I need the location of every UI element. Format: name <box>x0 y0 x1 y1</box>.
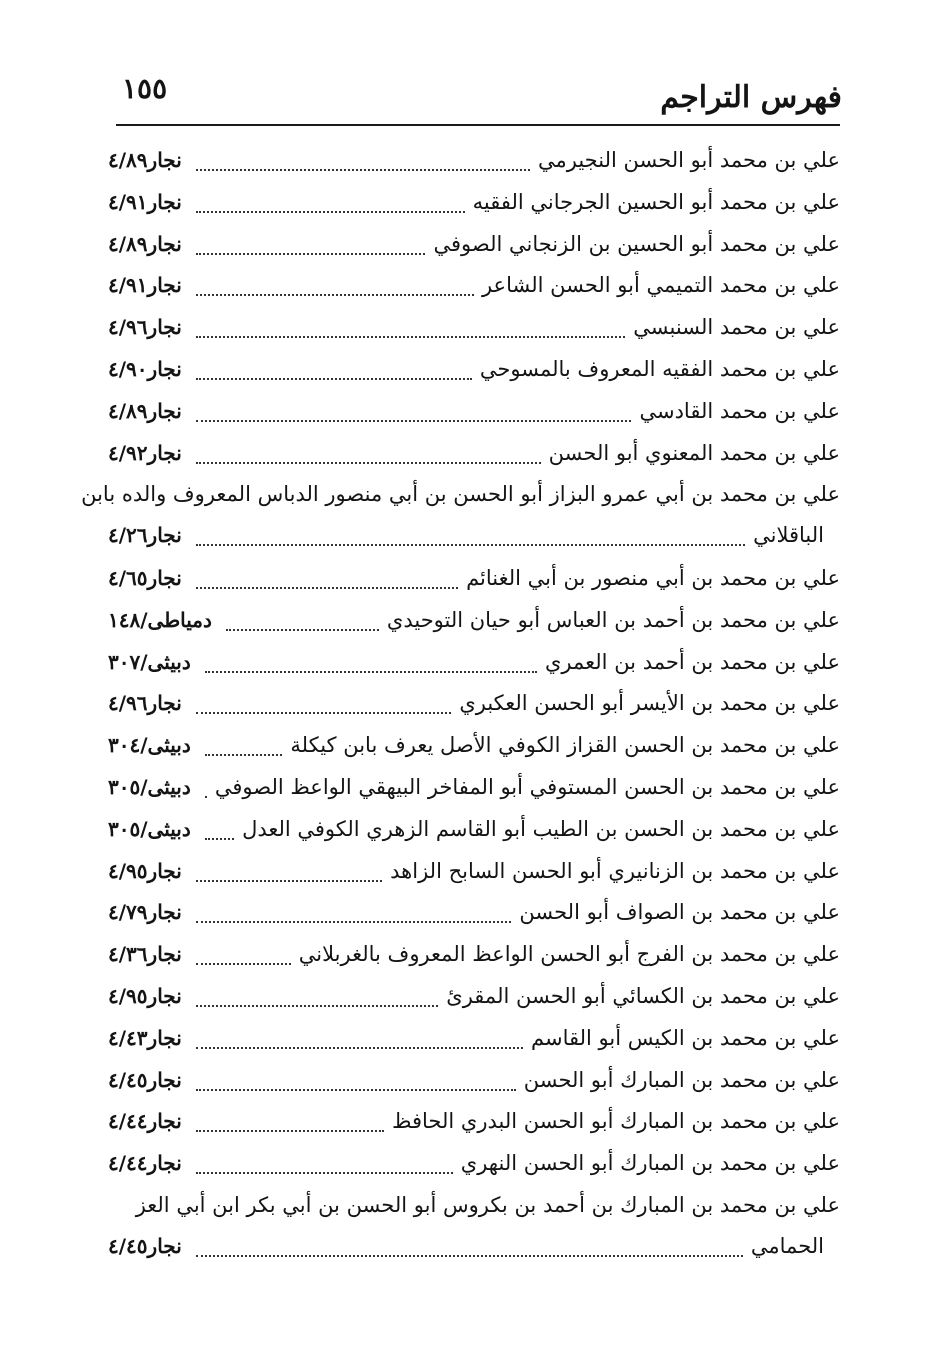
index-entry <box>108 267 840 309</box>
dot-leader <box>196 420 632 422</box>
dot-leader <box>196 587 458 589</box>
dot-leader <box>205 754 283 756</box>
entry-reference: نجار٤/٤٤ <box>108 1109 182 1134</box>
dot-leader <box>196 1172 453 1174</box>
entry-reference: نجار٤/٩٠ <box>108 356 182 381</box>
entry-name: علي بن محمد بن المبارك بن أحمد بن بكروس أبو الحسن بن أبي بكر ابن أبي العز <box>135 1192 840 1217</box>
entry-name: علي بن محمد بن الحسن بن الطيب أبو القاسم الزهري الكوفي العدل <box>242 816 840 841</box>
index-entry <box>108 602 840 644</box>
dot-leader <box>196 1005 439 1007</box>
entry-reference: نجار٤/٨٩ <box>108 398 182 423</box>
entry-name: علي بن محمد أبو الحسين بن الزنجاني الصوفي <box>433 231 840 256</box>
dot-leader <box>196 378 472 380</box>
dot-leader <box>196 294 474 296</box>
index-entry <box>108 226 840 268</box>
index-entry <box>108 1020 840 1062</box>
index-entry <box>108 769 840 811</box>
entry-reference: نجار٤/٩٦ <box>108 315 182 340</box>
dot-leader <box>196 211 465 213</box>
dot-leader <box>196 462 541 464</box>
dot-leader <box>196 880 382 882</box>
entry-name: علي بن محمد الفقيه المعروف بالمسوحي <box>479 356 840 381</box>
entry-reference: نجار٤/٤٤ <box>108 1151 182 1176</box>
index-entry <box>108 184 840 226</box>
dot-leader <box>226 629 379 631</box>
index-entry <box>108 853 840 895</box>
entry-name: علي بن محمد أبو الحسن النجيرمي <box>538 148 840 172</box>
entry-name: علي بن محمد بن المبارك أبو الحسن <box>523 1067 840 1092</box>
entry-reference: نجار٤/٩١ <box>108 189 182 214</box>
entry-reference: نجار٤/٢٦ <box>108 523 182 548</box>
dot-leader <box>196 921 512 923</box>
page-title: فهرس التراجم <box>660 80 842 115</box>
entry-name-continuation: الباقلاني <box>753 523 824 548</box>
entry-name-continuation: الحمامي <box>750 1233 824 1258</box>
index-entry <box>108 685 840 727</box>
index-entry <box>108 978 840 1020</box>
dot-leader <box>196 712 452 714</box>
entry-reference: نجار٤/٨٩ <box>108 231 182 256</box>
dot-leader <box>196 1130 384 1132</box>
entry-name: علي بن محمد أبو الحسين الجرجاني الفقيه <box>472 189 840 214</box>
entry-reference: نجار٤/٩٥ <box>108 983 182 1008</box>
entry-name: علي بن محمد بن المبارك أبو الحسن البدري الحافظ <box>392 1109 840 1134</box>
dot-leader <box>196 544 745 546</box>
entry-name: علي بن محمد بن الأيسر أبو الحسن العكبري <box>459 691 840 716</box>
index-entry <box>108 894 840 936</box>
dot-leader <box>196 1089 516 1091</box>
entry-reference: نجار٤/٨٩ <box>108 148 182 172</box>
entry-reference: نجار٤/٩٦ <box>108 691 182 716</box>
entry-reference: نجار٤/٦٥ <box>108 565 182 590</box>
header-rule <box>116 124 840 126</box>
entry-reference: نجار٤/٩٢ <box>108 440 182 465</box>
page-number: ١٥٥ <box>122 72 168 105</box>
entry-name: علي بن محمد التميمي أبو الحسن الشاعر <box>481 273 840 298</box>
dot-leader <box>196 1047 523 1049</box>
entry-reference: نجار٤/٧٩ <box>108 900 182 925</box>
entry-name: علي بن محمد بن أحمد بن العباس أبو حيان التوحيدي <box>386 607 840 632</box>
entry-name: علي بن محمد بن أحمد بن العمري <box>544 649 840 674</box>
entry-reference: نجار٤/٤٣ <box>108 1025 182 1050</box>
entry-name: علي بن محمد بن الفرج أبو الحسن الواعظ المعروف بالغربلاني <box>298 942 840 967</box>
entry-name: علي بن محمد بن أبي منصور بن أبي الغنائم <box>466 565 840 590</box>
dot-leader <box>196 336 626 338</box>
index-entry <box>108 309 840 351</box>
dot-leader <box>205 796 207 798</box>
entry-name: علي بن محمد القادسي <box>639 398 840 423</box>
entry-reference: نجار٤/٤٥ <box>108 1067 182 1092</box>
index-entry <box>108 560 840 602</box>
dot-leader <box>196 169 530 171</box>
entry-name: علي بن محمد بن الصواف أبو الحسن <box>519 900 840 925</box>
entry-name: علي بن محمد بن أبي عمرو البزاز أبو الحسن بن أبي منصور الدباس المعروف والده بابن <box>81 482 840 507</box>
entry-name: علي بن محمد بن الحسن القزاز الكوفي الأصل يعرف بابن كيكلة <box>290 733 840 758</box>
index-entry <box>108 393 840 435</box>
entry-name: علي بن محمد بن الكيس أبو القاسم <box>531 1025 840 1050</box>
entry-reference: نجار٤/٩١ <box>108 273 182 298</box>
entry-reference: دبيثى/٣٠٤ <box>108 733 191 758</box>
index-entries <box>81 142 840 1271</box>
index-entry <box>81 476 840 560</box>
index-entry <box>108 142 840 184</box>
index-entry <box>108 644 840 686</box>
entry-name: علي بن محمد بن الحسن المستوفي أبو المفاخر البيهقي الواعظ الصوفي <box>214 774 840 799</box>
index-entry <box>108 936 840 978</box>
entry-reference: دمياطى/١٤٨ <box>108 607 212 632</box>
index-entry <box>108 1062 840 1104</box>
entry-name: علي بن محمد بن الزنانيري أبو الحسن السابح الزاهد <box>390 858 840 883</box>
dot-leader <box>196 253 426 255</box>
index-entry <box>108 1145 840 1187</box>
index-entry <box>108 1187 840 1271</box>
entry-reference: نجار٤/٩٥ <box>108 858 182 883</box>
entry-name: علي بن محمد بن الكسائي أبو الحسن المقرئ <box>446 983 840 1008</box>
index-entry <box>108 1103 840 1145</box>
index-entry <box>108 811 840 853</box>
dot-leader <box>205 671 537 673</box>
entry-name: علي بن محمد السنبسي <box>633 315 840 340</box>
index-entry <box>108 727 840 769</box>
entry-name: علي بن محمد بن المبارك أبو الحسن النهري <box>460 1151 840 1176</box>
entry-name: علي بن محمد المعنوي أبو الحسن <box>548 440 840 465</box>
dot-leader <box>196 963 291 965</box>
dot-leader <box>196 1255 743 1257</box>
index-entry <box>108 351 840 393</box>
dot-leader <box>205 838 234 840</box>
entry-reference: دبيثى/٣٠٥ <box>108 816 191 841</box>
index-entry <box>108 435 840 477</box>
entry-reference: دبيثى/٣٠٧ <box>108 649 191 674</box>
entry-reference: دبيثى/٣٠٥ <box>108 774 191 799</box>
entry-reference: نجار٤/٤٥ <box>108 1233 182 1258</box>
entry-reference: نجار٤/٣٦ <box>108 942 182 967</box>
